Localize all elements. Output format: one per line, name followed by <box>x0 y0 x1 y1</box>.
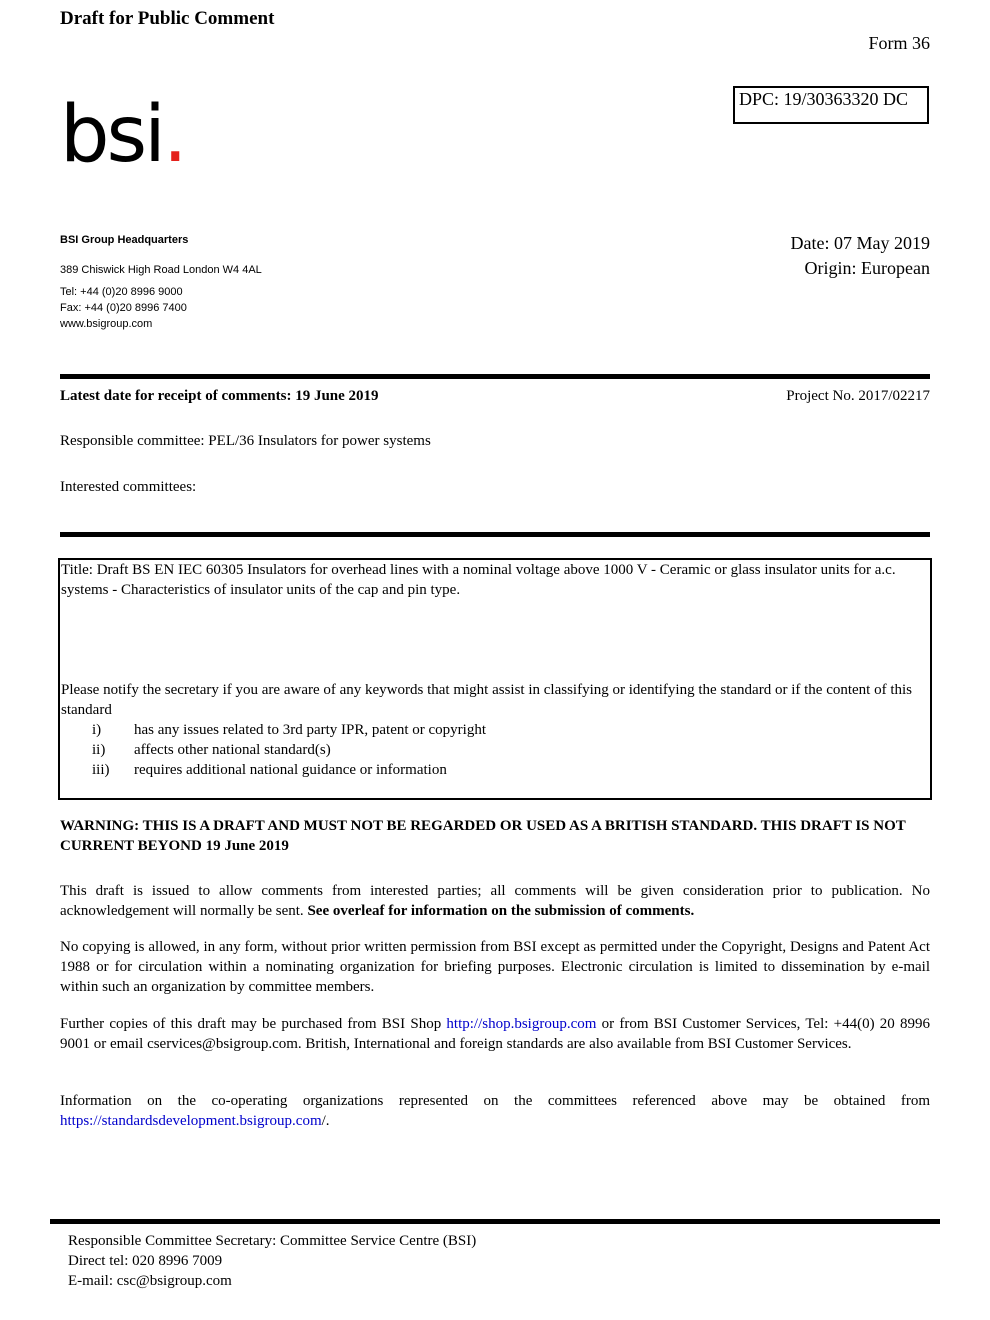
draft-label: Draft for Public Comment <box>60 8 275 29</box>
org-website: www.bsigroup.com <box>60 318 153 330</box>
secretary-email: E-mail: csc@bsigroup.com <box>68 1273 232 1289</box>
org-fax: Fax: +44 (0)20 8996 7400 <box>60 302 187 314</box>
list-item-number: ii) <box>92 742 106 758</box>
interested-committees: Interested committees: <box>60 479 197 495</box>
list-item-number: iii) <box>92 762 110 778</box>
footer-divider <box>50 1219 940 1224</box>
info-text: Information on the co-operating organizations represented on the committees referenced above may be obtained from <box>60 1093 930 1109</box>
list-item-number: i) <box>92 722 102 738</box>
responsible-committee: Responsible committee: PEL/36 Insulators for power systems <box>60 433 431 449</box>
bsi-logo <box>60 90 185 180</box>
copies-text-continued: or from BSI Customer Services, Tel: +44(0) 20 8996 9001 or email cservices@bsigroup.com. British, International and foreign standards are also available from BSI Customer Services. <box>60 1016 931 1052</box>
overleaf-note: See overleaf for information on the submission of comments. <box>307 903 695 919</box>
list-item <box>61 740 929 760</box>
list-item-text: affects other national standard(s) <box>134 742 331 758</box>
direct-tel: Direct tel: 020 8996 7009 <box>68 1253 223 1269</box>
issue-text: This draft is issued to allow comments from interested parties; all comments will be given consideration prior to publication. No acknowledgement will normally be sent. <box>60 883 930 919</box>
copyright-paragraph: No copying is allowed, in any form, without prior written permission from BSI except as permitted under the Copyright, Designs and Patent Act 1988 or for circulation within a nominating organization for briefing purposes. Electronic circulation is limited to dissemination by e-mail within such an organization by committee members. <box>60 939 930 995</box>
standards-development-link[interactable]: https://standardsdevelopment.bsigroup.com <box>60 1113 322 1129</box>
dpc-reference-box: DPC: 19/30363320 DC <box>733 86 929 124</box>
logo-text: bsi <box>60 90 163 180</box>
issue-paragraph <box>60 881 930 921</box>
list-item-text: requires additional national guidance or information <box>134 762 447 778</box>
copies-paragraph <box>60 1014 930 1054</box>
list-item <box>61 720 929 740</box>
org-address: 389 Chiswick High Road London W4 4AL <box>60 264 262 276</box>
document-origin: Origin: European <box>804 258 930 278</box>
draft-warning: WARNING: THIS IS A DRAFT AND MUST NOT BE REGARDED OR USED AS A BRITISH STANDARD. THIS DRAFT IS NOT CURRENT BEYOND 19 June 2019 <box>60 818 906 854</box>
form-number: Form 36 <box>868 33 930 53</box>
org-name: BSI Group Headquarters <box>60 234 189 246</box>
info-tail: /. <box>321 1113 330 1129</box>
header-divider <box>60 374 930 379</box>
document-title: Title: Draft BS EN IEC 60305 Insulators for overhead lines with a nominal voltage above 1000 V - Ceramic or glass insulator units for a.c. systems - Characteristics of insulator units of the cap and pin type. <box>61 562 896 598</box>
list-item-text: has any issues related to 3rd party IPR, patent or copyright <box>134 722 487 738</box>
project-number: Project No. 2017/02217 <box>786 388 930 404</box>
org-tel: Tel: +44 (0)20 8996 9000 <box>60 286 183 298</box>
title-box <box>58 558 932 800</box>
logo-dot: . <box>162 90 185 180</box>
copies-text: Further copies of this draft may be purchased from BSI Shop <box>60 1016 442 1032</box>
latest-comment-date: Latest date for receipt of comments: 19 June 2019 <box>60 388 379 404</box>
list-item <box>61 760 929 780</box>
document-date: Date: 07 May 2019 <box>790 233 930 253</box>
notify-intro: Please notify the secretary if you are aware of any keywords that might assist in classifying or identifying the standard or if the content of this standard <box>61 682 913 718</box>
committee-divider <box>60 532 930 537</box>
shop-link[interactable]: http://shop.bsigroup.com <box>446 1016 597 1032</box>
info-paragraph <box>60 1091 930 1131</box>
committee-secretary: Responsible Committee Secretary: Committee Service Centre (BSI) <box>68 1233 477 1249</box>
